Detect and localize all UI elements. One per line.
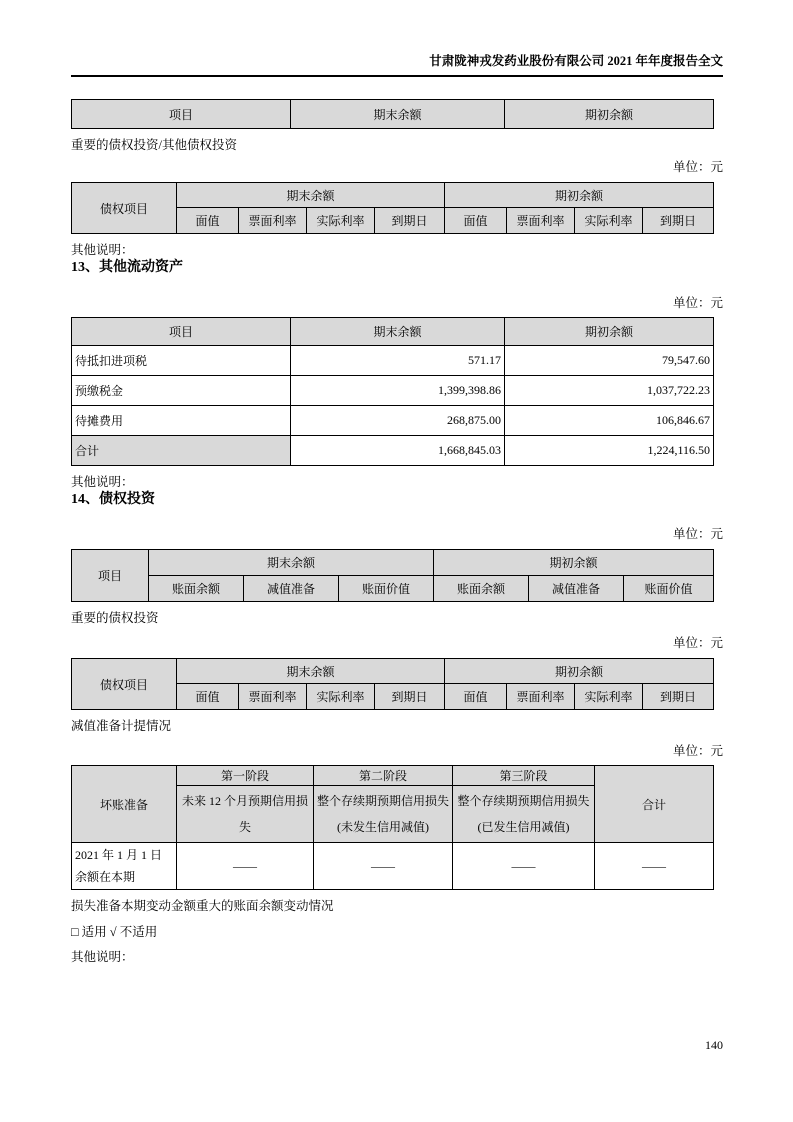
- group-header-beginning-balance: 期初余额: [434, 550, 714, 576]
- debt-items-table: [71, 182, 714, 234]
- cell-beginning-balance: 106,846.67: [505, 406, 714, 436]
- page-number: 140: [705, 1038, 723, 1052]
- col-header-item: 项目: [72, 318, 291, 346]
- other-current-assets-table: [71, 317, 714, 466]
- table-row: [72, 346, 714, 376]
- document-title: 甘肃陇神戎发药业股份有限公司 2021 年年度报告全文: [429, 54, 723, 68]
- sub-header-effective-rate: 实际利率: [575, 684, 643, 710]
- col-header-ending-balance: 期末余额: [291, 100, 505, 129]
- sub-header-lifetime-ecl-not-impaired: [314, 786, 453, 843]
- sub-header-book-balance: 账面余额: [434, 576, 529, 602]
- sub-header-line1: 整个存续期预期信用损失: [317, 794, 450, 808]
- sub-header-book-balance: 账面余额: [149, 576, 244, 602]
- cell-ending-balance: 268,875.00: [291, 406, 505, 436]
- debt-items-table: [71, 658, 714, 710]
- cell-ending-balance: 1,668,845.03: [291, 436, 505, 466]
- cell-dash: ——: [453, 843, 595, 890]
- unit-label: 单位：元: [672, 527, 723, 541]
- col-header-item: 项目: [72, 550, 149, 602]
- section-13-title: 13、其他流动资产: [71, 260, 183, 275]
- cell-ending-balance: 571.17: [291, 346, 505, 376]
- empty-summary-table: [71, 99, 714, 129]
- section-14-title: 14、债权投资: [71, 492, 155, 507]
- group-header-ending-balance: 期末余额: [177, 659, 445, 684]
- col-header-ending-balance: 期末余额: [291, 318, 505, 346]
- col-header-beginning-balance: 期初余额: [505, 100, 714, 129]
- row-label-opening-balance: 2021 年 1 月 1 日余额在本期: [72, 843, 177, 890]
- sub-header-maturity-date: 到期日: [643, 208, 714, 234]
- document-header: [71, 53, 723, 77]
- bad-debt-provision-table: [71, 765, 714, 890]
- sub-header-book-value: 账面价值: [624, 576, 714, 602]
- sub-header-face-value: 面值: [177, 208, 239, 234]
- sub-header-book-value: 账面价值: [339, 576, 434, 602]
- unit-label: 单位：元: [672, 160, 723, 174]
- col-header-debt-item: 债权项目: [72, 183, 177, 234]
- sub-header-maturity-date: 到期日: [643, 684, 714, 710]
- table-row: [72, 843, 714, 890]
- sub-header-effective-rate: 实际利率: [307, 684, 375, 710]
- group-header-ending-balance: 期末余额: [177, 183, 445, 208]
- note-important-debt-investment: 重要的债权投资: [71, 611, 159, 625]
- sub-header-face-value: 面值: [177, 684, 239, 710]
- sub-header-coupon-rate: 票面利率: [507, 684, 575, 710]
- unit-label: 单位：元: [672, 296, 723, 310]
- sub-header-coupon-rate: 票面利率: [239, 684, 307, 710]
- row-total-label: 合计: [72, 436, 291, 466]
- sub-header-impairment-provision: 减值准备: [529, 576, 624, 602]
- group-header-stage-1: 第一阶段: [177, 766, 314, 786]
- sub-header-line2: (已发生信用减值): [477, 820, 570, 834]
- cell-ending-balance: 1,399,398.86: [291, 376, 505, 406]
- sub-header-12-month-ecl: 未来 12 个月预期信用损失: [177, 786, 314, 843]
- row-item-label: 待抵扣进项税: [72, 346, 291, 376]
- cell-dash: ——: [595, 843, 714, 890]
- applicable-checkbox-line: □ 适用 √ 不适用: [71, 925, 158, 939]
- debt-investment-summary-table: [71, 549, 714, 602]
- sub-header-line1: 整个存续期预期信用损失: [457, 794, 590, 808]
- sub-header-line2: (未发生信用减值): [337, 820, 429, 834]
- loss-provision-change-note: 损失准备本期变动金额重大的账面余额变动情况: [71, 899, 334, 913]
- cell-beginning-balance: 79,547.60: [505, 346, 714, 376]
- note-important-debt-investment: 重要的债权投资/其他债权投资: [71, 138, 237, 152]
- unit-label: 单位：元: [672, 744, 723, 758]
- other-notes-label: 其他说明：: [71, 475, 134, 489]
- col-header-item: 项目: [72, 100, 291, 129]
- sub-header-face-value: 面值: [445, 208, 507, 234]
- impairment-provision-note: 减值准备计提情况: [71, 719, 172, 733]
- sub-header-impairment-provision: 减值准备: [244, 576, 339, 602]
- cell-beginning-balance: 1,224,116.50: [505, 436, 714, 466]
- col-header-bad-debt-provision: 坏账准备: [72, 766, 177, 843]
- group-header-beginning-balance: 期初余额: [445, 659, 714, 684]
- cell-beginning-balance: 1,037,722.23: [505, 376, 714, 406]
- row-item-label: 预缴税金: [72, 376, 291, 406]
- row-item-label: 待摊费用: [72, 406, 291, 436]
- other-notes-label: 其他说明：: [71, 950, 134, 964]
- group-header-ending-balance: 期末余额: [149, 550, 434, 576]
- cell-dash: ——: [177, 843, 314, 890]
- sub-header-maturity-date: 到期日: [375, 208, 445, 234]
- sub-header-effective-rate: 实际利率: [307, 208, 375, 234]
- col-header-total: 合计: [595, 766, 714, 843]
- sub-header-effective-rate: 实际利率: [575, 208, 643, 234]
- unit-label: 单位：元: [672, 636, 723, 650]
- col-header-beginning-balance: 期初余额: [505, 318, 714, 346]
- sub-header-face-value: 面值: [445, 684, 507, 710]
- sub-header-maturity-date: 到期日: [375, 684, 445, 710]
- other-notes-label: 其他说明：: [71, 243, 134, 257]
- table-row: [72, 376, 714, 406]
- group-header-stage-2: 第二阶段: [314, 766, 453, 786]
- sub-header-coupon-rate: 票面利率: [239, 208, 307, 234]
- table-row: [72, 406, 714, 436]
- group-header-stage-3: 第三阶段: [453, 766, 595, 786]
- cell-dash: ——: [314, 843, 453, 890]
- sub-header-coupon-rate: 票面利率: [507, 208, 575, 234]
- total-row: [72, 436, 714, 466]
- col-header-debt-item: 债权项目: [72, 659, 177, 710]
- group-header-beginning-balance: 期初余额: [445, 183, 714, 208]
- sub-header-lifetime-ecl-impaired: [453, 786, 595, 843]
